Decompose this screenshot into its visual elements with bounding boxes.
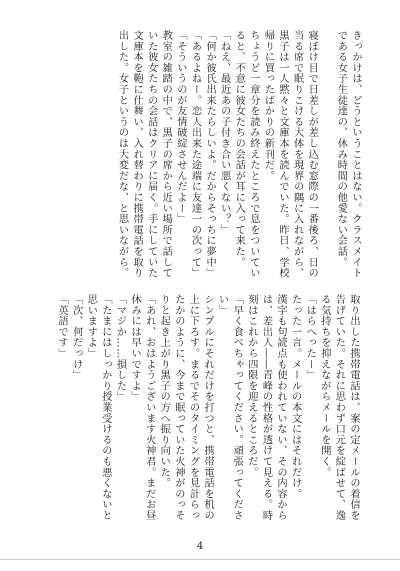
upper-text-column: きっかけは、どうということはない。クラスメイトである女子生徒達の、休み時間の他愛ない会話。 寝ぼけ目で日差しが差し込む窓際の一番後ろ、日の当る席で眠りこける大体を現界の隅に入れながら、黒子は一人黙々と文庫本を読んでいた。昨日、学校帰りに買ったばかりの新刊だ。 ちょうど一章分を読み終えたところで息をついていると、不意に彼女たちの会話が耳に入って来た。 「ねえ、最近あの子付き合い悪くない？」 「何か彼氏出来たらしいよ。だからそっちに夢中」 「あるよねー。恋人出来た途端に友達一の次って」 「そういうのが友情破綻させんだよー」 教室の雑踏の中で、黒子の席から近い場所で話していた彼女たちの会話はクリアに届く。手にしていた文庫本を鞄に仕舞い、入れ替わりに携帯電話を取り出した。女子というのは大変だな、と思いながら。 <box>116 30 361 279</box>
bottom-divider <box>0 559 400 560</box>
page-number: 4 <box>196 541 204 552</box>
lower-text-column: 取り出した携帯電話は、案の定メールの着信を告げていた。それに思わず口元を綻ばせて、逸る気持ちを抑えながらメールを開く。 「はらへったー」 たった一言。メールの本文にはそれだけ。 漢字も句読点も使われていない、その内容からは、差出人――青峰の性格が透けて見える。時刻はこれから四限を迎えるところだ。 「早く食べちゃってください。頑張ってください」 シンプルにそれだけを打つと、携帯電話を机の上に下ろす。まるでそのタイミングを見計らったかのように、今まで眠っていた火神がのっそりと起き上がり黒子の方へ振り向いた。 「あれ、おはようございます火神君。まだお昼休みには早いですよ」 「マジか……損した」 「たまにはしっかり授業受けるのも悪くないと思いますよ」 「次、何だっけ」 「英語です」 <box>56 294 359 521</box>
